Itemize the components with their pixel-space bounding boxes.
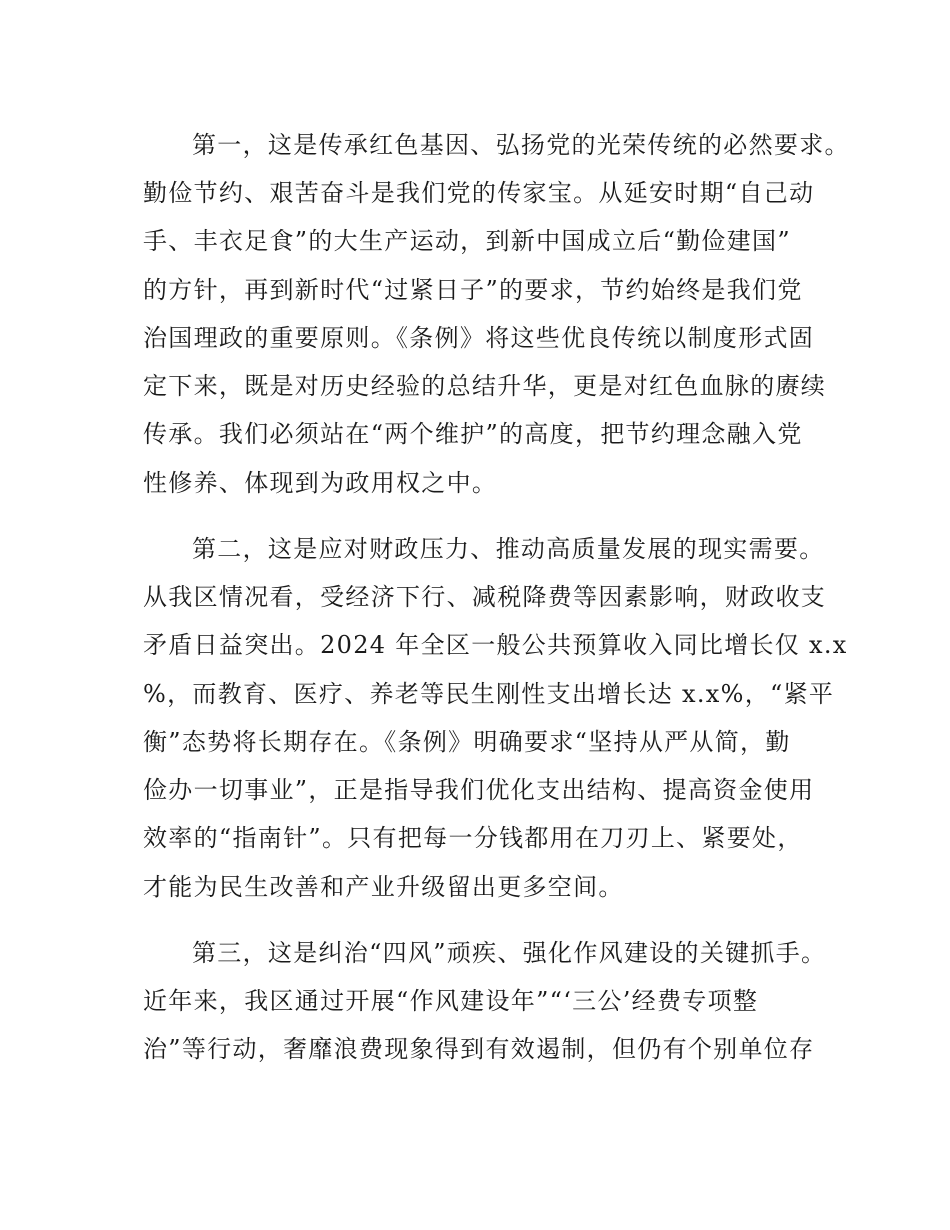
text-line: 传承。我们必须站在“两个维护”的高度，把节约理念融入党 xyxy=(143,420,803,448)
text-line: 勤俭节约、艰苦奋斗是我们党的传家宝。从延安时期“自己动 xyxy=(143,179,815,207)
text-line: 第一，这是传承红色基因、弘扬党的光荣传统的必然要求。 xyxy=(192,131,850,159)
text-line: 手、丰衣足食”的大生产运动，到新中国成立后“勤俭建国” xyxy=(143,227,791,255)
text-line: 近年来，我区通过开展“作风建设年”“‘三公’经费专项整 xyxy=(143,987,759,1015)
text-line: 性修养、体现到为政用权之中。 xyxy=(143,469,498,497)
text-line: 第三，这是纠治“四风”顽疾、强化作风建设的关键抓手。 xyxy=(192,939,827,967)
text-line: 俭办一切事业”，正是指导我们优化支出结构、提高资金使用 xyxy=(143,776,815,804)
text-line: 从我区情况看，受经济下行、减税降费等因素影响，财政收支 xyxy=(143,583,827,611)
text-line: 矛盾日益突出。2024 年全区一般公共预算收入同比增长仅 x.x xyxy=(143,631,848,659)
text-line: 的方针，再到新时代“过紧日子”的要求，节约始终是我们党 xyxy=(143,276,803,304)
text-line: 效率的“指南针”。只有把每一分钱都用在刀刃上、紧要处， xyxy=(143,824,803,852)
text-line: %，而教育、医疗、养老等民生刚性支出增长达 x.x%，“紧平 xyxy=(143,680,835,708)
text-line: 第二，这是应对财政压力、推动高质量发展的现实需要。 xyxy=(192,535,825,563)
text-line: 才能为民生改善和产业升级留出更多空间。 xyxy=(143,873,624,901)
text-line: 治”等行动，奢靡浪费现象得到有效遏制，但仍有个别单位存 xyxy=(143,1035,815,1063)
text-line: 定下来，既是对历史经验的总结升华，更是对红色血脉的赓续 xyxy=(143,372,827,400)
text-line: 衡”态势将长期存在。《条例》明确要求“坚持从严从简，勤 xyxy=(143,728,791,756)
text-line: 治国理政的重要原则。《条例》将这些优良传统以制度形式固 xyxy=(143,324,815,352)
